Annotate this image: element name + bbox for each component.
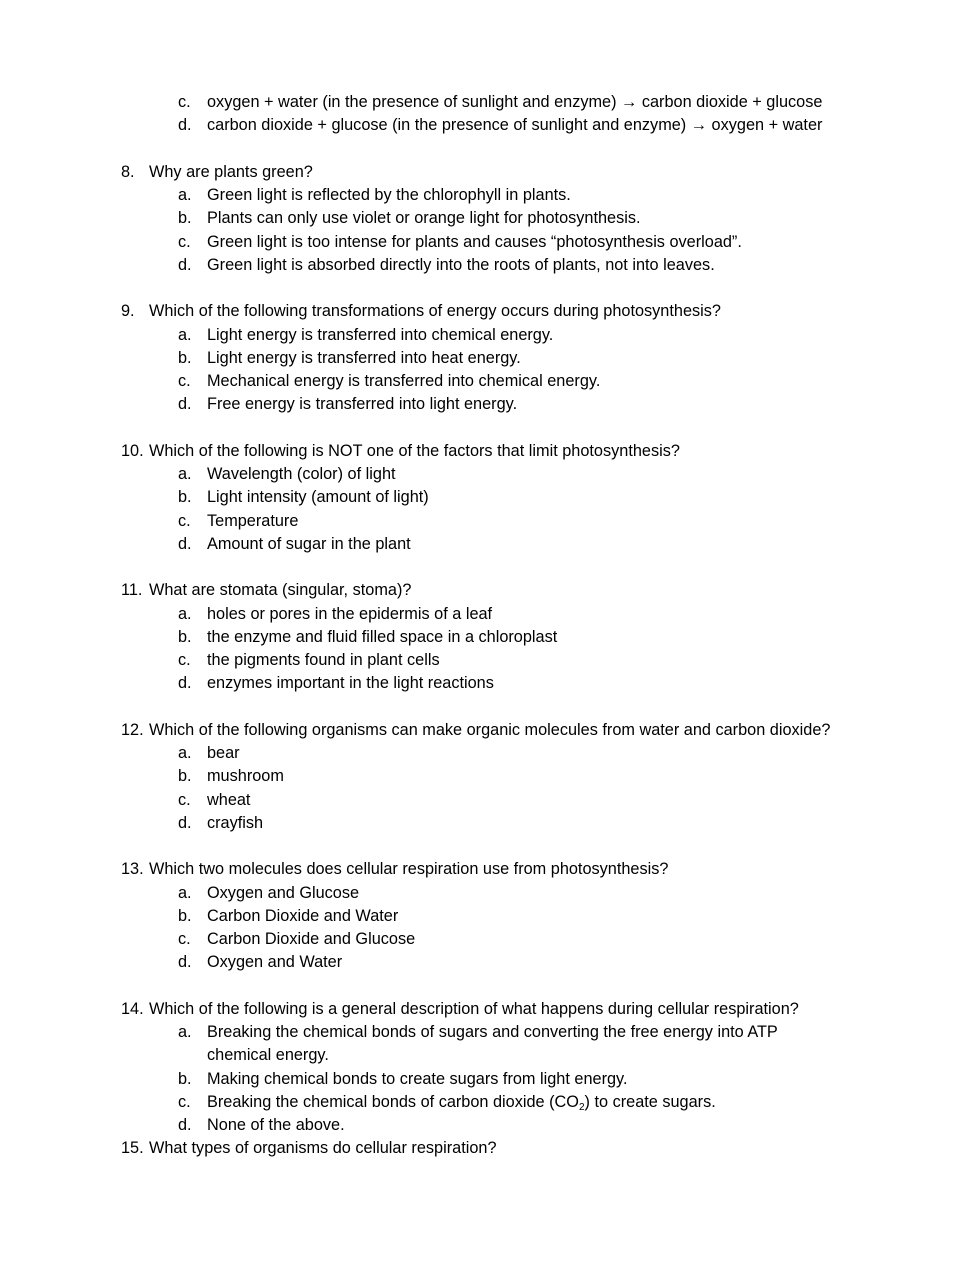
option-13a <box>0 882 979 905</box>
question-9 <box>0 300 979 323</box>
option-letter: b. <box>178 767 192 786</box>
option-10a <box>0 463 979 486</box>
option-14d <box>0 1114 979 1137</box>
option-8c <box>0 231 979 254</box>
option-letter: c. <box>178 1092 191 1111</box>
option-text: crayfish <box>207 813 264 832</box>
spacer <box>0 138 979 161</box>
option-text: Green light is absorbed directly into the roots of plants, not into leaves. <box>207 255 715 274</box>
option-text: Plants can only use violet or orange light for photosynthesis. <box>207 209 641 228</box>
option-letter: c. <box>178 651 191 669</box>
option-9a <box>0 324 979 347</box>
option-text-after: ) to create sugars. <box>584 1092 716 1111</box>
option-9d <box>0 393 979 416</box>
option-14b <box>0 1068 979 1091</box>
spacer <box>0 696 979 719</box>
question-15 <box>0 1137 979 1160</box>
option-text: holes or pores in the epidermis of a leaf <box>207 604 493 623</box>
option-letter: b. <box>178 1069 192 1088</box>
option-text: enzymes important in the light reactions <box>207 674 494 693</box>
spacer <box>0 417 979 440</box>
option-text: Light energy is transferred into chemical energy. <box>207 325 554 344</box>
question-number: 12. <box>121 720 144 739</box>
option-text: Green light is too intense for plants and causes “photosynthesis overload”. <box>207 232 742 251</box>
question-text: Which of the following is a general description of what happens during cellular respiration? <box>149 999 799 1018</box>
question-text: Which of the following is NOT one of the factors that limit photosynthesis? <box>149 441 680 460</box>
option-letter: d. <box>178 395 192 414</box>
question-13 <box>0 858 979 881</box>
option-14c <box>0 1091 979 1114</box>
option-letter: a. <box>178 744 192 762</box>
option-letter: c. <box>178 790 191 809</box>
option-text: Mechanical energy is transferred into chemical energy. <box>207 372 601 390</box>
option-8a <box>0 184 979 207</box>
option-letter: b. <box>178 906 192 925</box>
option-letter: c. <box>178 511 191 530</box>
option-11d <box>0 672 979 695</box>
option-text: mushroom <box>207 767 284 786</box>
option-letter: c. <box>178 93 191 111</box>
option-text: Temperature <box>207 511 299 530</box>
option-letter: d. <box>178 813 192 832</box>
option-letter: b. <box>178 488 192 507</box>
question-14 <box>0 998 979 1021</box>
option-text: Breaking the chemical bonds of sugars and converting the free energy into ATP chemical energy. <box>207 1023 778 1065</box>
question-text: Which of the following organisms can make organic molecules from water and carbon dioxide? <box>149 720 831 739</box>
spacer <box>0 835 979 858</box>
option-text: Carbon Dioxide and Glucose <box>207 930 416 948</box>
option-text: the pigments found in plant cells <box>207 651 440 669</box>
option-letter: d. <box>178 953 192 972</box>
spacer <box>0 556 979 579</box>
option-13d <box>0 951 979 974</box>
option-10d <box>0 533 979 556</box>
option-8b <box>0 207 979 230</box>
option-letter: d. <box>178 116 192 135</box>
option-7c <box>0 91 979 114</box>
question-7-continued <box>0 91 979 138</box>
spacer <box>0 277 979 300</box>
question-number: 15. <box>121 1139 144 1158</box>
option-9c <box>0 370 979 393</box>
option-text-before: Breaking the chemical bonds of carbon dioxide (CO <box>207 1092 579 1111</box>
option-11b <box>0 626 979 649</box>
option-10c <box>0 510 979 533</box>
question-number: 8. <box>121 162 135 181</box>
option-letter: a. <box>178 465 192 483</box>
option-text: the enzyme and fluid filled space in a chloroplast <box>207 627 558 646</box>
option-12c <box>0 789 979 812</box>
option-text: Oxygen and Water <box>207 953 343 972</box>
option-letter: d. <box>178 534 192 553</box>
option-letter: a. <box>178 186 192 204</box>
option-letter: b. <box>178 627 192 646</box>
question-text: Which two molecules does cellular respiration use from photosynthesis? <box>149 860 669 879</box>
option-12a <box>0 742 979 765</box>
question-text: What types of organisms do cellular respiration? <box>149 1139 497 1158</box>
option-letter: c. <box>178 372 191 390</box>
option-text: Making chemical bonds to create sugars from light energy. <box>207 1069 628 1088</box>
option-text: Light energy is transferred into heat energy. <box>207 348 521 367</box>
option-11c <box>0 649 979 672</box>
option-text: carbon dioxide + glucose (in the presence of sunlight and enzyme) → oxygen + water <box>207 116 823 135</box>
subscript-2: 2 <box>578 1101 585 1113</box>
question-number: 11. <box>121 581 143 600</box>
option-text: Wavelength (color) of light <box>207 465 396 483</box>
option-letter: b. <box>178 348 192 367</box>
option-12d <box>0 812 979 835</box>
question-12 <box>0 719 979 742</box>
option-text: Light intensity (amount of light) <box>207 488 429 507</box>
option-letter: c. <box>178 930 191 948</box>
option-letter: d. <box>178 255 192 274</box>
option-text: Amount of sugar in the plant <box>207 534 411 553</box>
option-8d <box>0 254 979 277</box>
spacer <box>0 975 979 998</box>
option-text: Green light is reflected by the chlorophyll in plants. <box>207 186 571 204</box>
option-7d <box>0 114 979 137</box>
question-text: What are stomata (singular, stoma)? <box>149 581 412 600</box>
option-13b <box>0 905 979 928</box>
question-number: 9. <box>121 302 135 321</box>
question-number: 14. <box>121 999 144 1018</box>
option-text: None of the above. <box>207 1116 345 1134</box>
option-letter: a. <box>178 325 192 344</box>
option-text: Oxygen and Glucose <box>207 883 360 902</box>
option-12b <box>0 765 979 788</box>
option-letter: d. <box>178 674 192 693</box>
option-letter: d. <box>178 1116 192 1134</box>
option-text: wheat <box>207 790 251 809</box>
option-10b <box>0 486 979 509</box>
question-text: Why are plants green? <box>149 162 313 181</box>
option-text: oxygen + water (in the presence of sunlight and enzyme) → carbon dioxide + glucose <box>207 93 823 111</box>
option-letter: a. <box>178 1023 192 1041</box>
option-13c <box>0 928 979 951</box>
question-10 <box>0 440 979 463</box>
option-text: Free energy is transferred into light energy. <box>207 395 518 414</box>
question-text: Which of the following transformations of energy occurs during photosynthesis? <box>149 302 721 321</box>
option-letter: c. <box>178 232 191 251</box>
option-text <box>207 1091 879 1114</box>
option-text: Carbon Dioxide and Water <box>207 906 399 925</box>
option-9b <box>0 347 979 370</box>
question-11 <box>0 579 979 602</box>
question-number: 10. <box>121 441 144 460</box>
option-11a <box>0 603 979 626</box>
option-letter: a. <box>178 604 192 623</box>
option-letter: a. <box>178 883 192 902</box>
question-8 <box>0 161 979 184</box>
option-14a <box>0 1021 979 1068</box>
option-text: bear <box>207 744 240 762</box>
option-letter: b. <box>178 209 192 228</box>
question-number: 13. <box>121 860 144 879</box>
